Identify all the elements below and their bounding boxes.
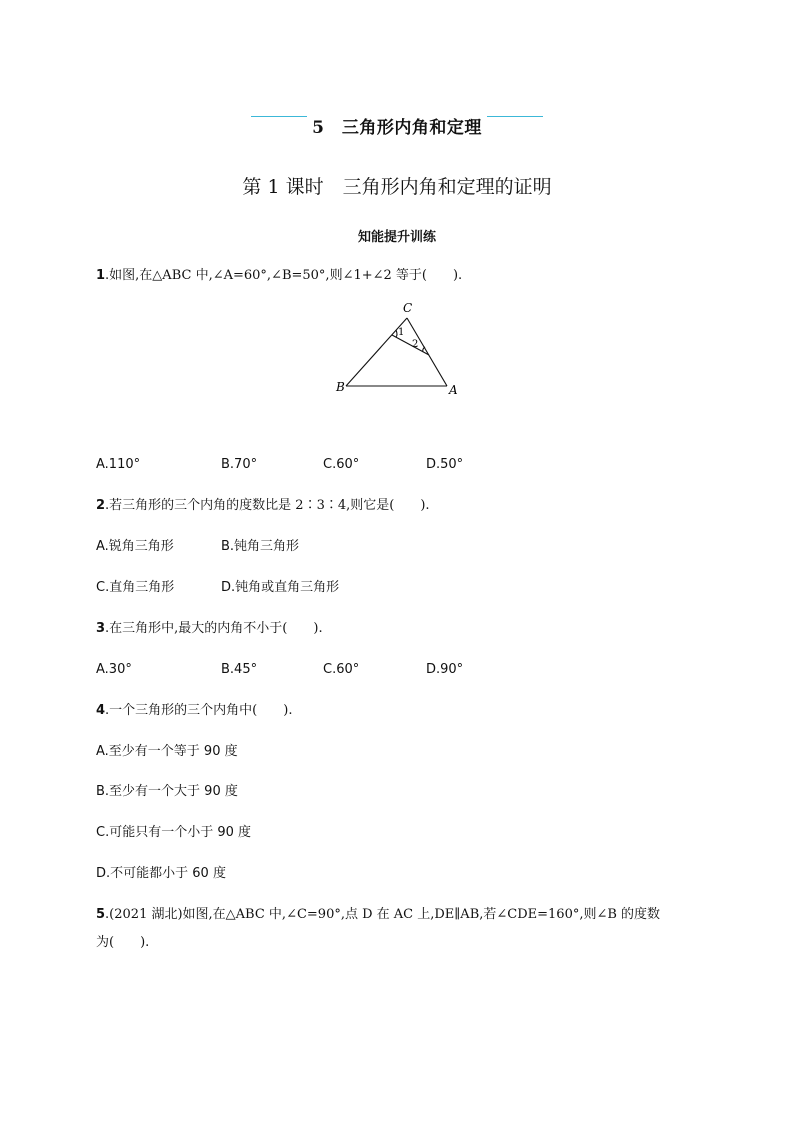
question-3: [96, 619, 323, 639]
option-d[interactable]: D.钝角或直角三角形: [221, 580, 340, 595]
option-b[interactable]: B.至少有一个大于 90 度: [96, 784, 238, 799]
option-d[interactable]: D.90°: [426, 662, 464, 677]
option-c[interactable]: C.可能只有一个小于 90 度: [96, 825, 252, 840]
question-text: .如图,在△ABC 中,∠A=60°,∠B=50°,则∠1+∠2 等于( ).: [105, 268, 463, 283]
option-c[interactable]: C.直角三角形: [96, 580, 175, 595]
vertex-label-c: C: [403, 301, 413, 315]
lesson-subtitle: 第 1 课时 三角形内角和定理的证明: [242, 176, 552, 198]
page-title: 5 三角形内角和定理: [312, 118, 482, 138]
question-5: [96, 905, 660, 925]
option-c[interactable]: C.60°: [323, 662, 360, 677]
option-a[interactable]: A.110°: [96, 457, 141, 472]
question-number: 2: [96, 498, 106, 513]
question-text: .在三角形中,最大的内角不小于( ).: [105, 621, 323, 636]
question-text: .一个三角形的三个内角中( ).: [105, 703, 293, 718]
question-number: 5: [96, 907, 106, 922]
question-number: 4: [96, 703, 106, 718]
vertex-label-a: A: [449, 383, 458, 397]
side-ca: [407, 318, 447, 386]
angle-label-2: 2: [412, 339, 419, 350]
angle-1-arc: [396, 330, 397, 337]
angle-2-arc: [423, 347, 425, 352]
option-b[interactable]: B.钝角三角形: [221, 539, 300, 554]
angle-label-1: 1: [398, 327, 405, 338]
option-a[interactable]: A.锐角三角形: [96, 539, 174, 554]
option-b[interactable]: B.45°: [221, 662, 258, 677]
question-4: [96, 701, 292, 721]
option-c[interactable]: C.60°: [323, 457, 360, 472]
question-text: .若三角形的三个内角的度数比是 2∶3∶4,则它是( ).: [105, 498, 430, 513]
triangle-figure: [330, 298, 470, 400]
question-5-continuation: 为( ).: [96, 935, 150, 950]
vertex-label-b: B: [336, 380, 345, 394]
question-text: .(2021 湖北)如图,在△ABC 中,∠C=90°,点 D 在 AC 上,DE∥AB,若∠CDE=160°,则∠B 的度数: [105, 907, 661, 922]
question-number: 1: [96, 268, 106, 283]
option-a[interactable]: A.至少有一个等于 90 度: [96, 744, 238, 759]
question-number: 3: [96, 621, 106, 636]
option-b[interactable]: B.70°: [221, 457, 258, 472]
option-a[interactable]: A.30°: [96, 662, 132, 677]
question-1: [96, 266, 462, 286]
option-d[interactable]: D.不可能都小于 60 度: [96, 866, 226, 881]
section-heading: 知能提升训练: [357, 230, 436, 245]
question-2: [96, 496, 430, 516]
option-d[interactable]: D.50°: [426, 457, 464, 472]
